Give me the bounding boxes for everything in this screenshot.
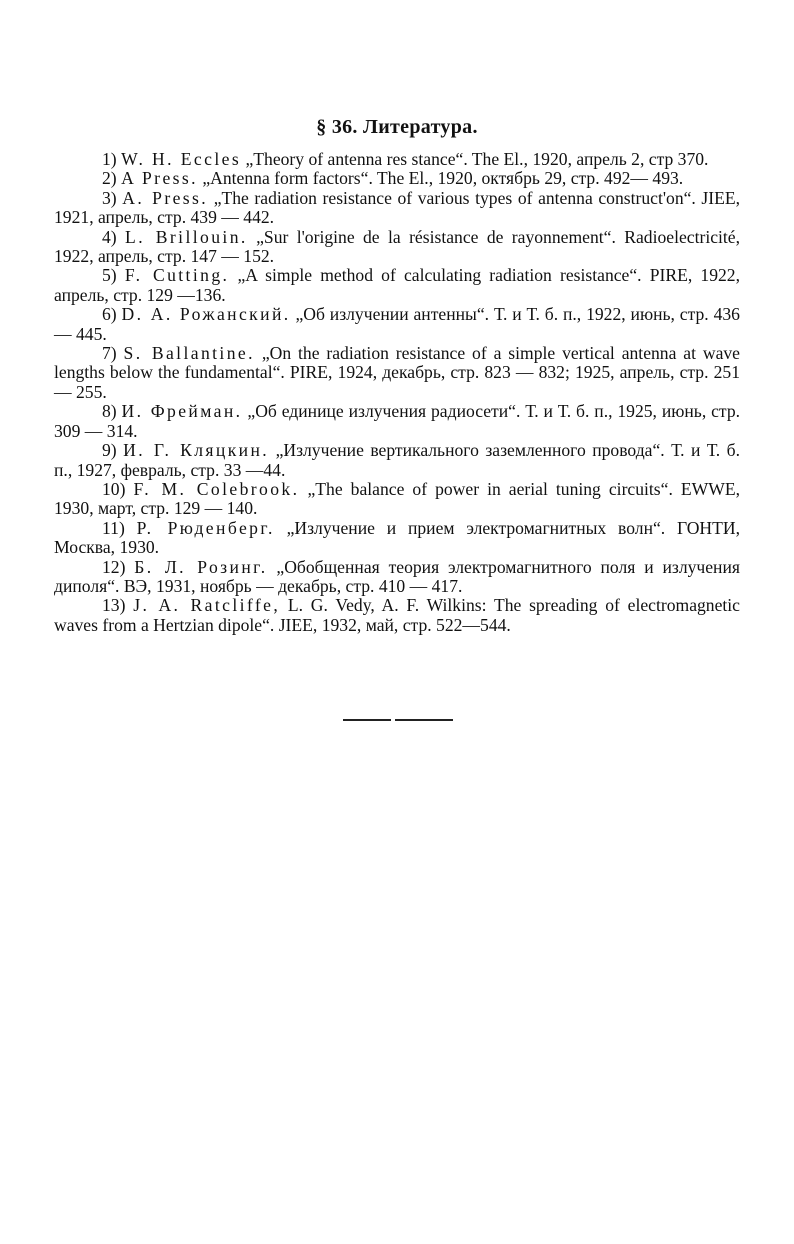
reference-author: И. Г. Кляцкин.: [123, 440, 270, 461]
reference-text: „Theory of antenna res stance“. The El., 1920, апрель 2, стр 370.: [245, 149, 709, 169]
reference-author: J. A. Ratcliffe,: [133, 595, 281, 616]
end-rule-left: [343, 719, 391, 721]
reference-author: A Press.: [121, 168, 198, 189]
reference-item: [54, 169, 740, 188]
reference-text: „The balance of power in aerial tuning circuits“. EWWE, 1930, март, стр. 129 — 140.: [54, 478, 740, 519]
reference-number: 8): [102, 401, 117, 422]
reference-item: [54, 150, 740, 169]
reference-number: 9): [102, 440, 117, 461]
reference-author: S. Ballantine.: [123, 343, 255, 364]
reference-author: И. Фрейман.: [121, 401, 243, 422]
reference-author: L. Brillouin.: [125, 226, 248, 247]
reference-text: „Об единице излучения радиосети“. Т. и Т. б. п., 1925, июнь, стр. 309 — 314.: [54, 401, 741, 441]
reference-author: Б. Л. Розинг.: [134, 556, 268, 577]
reference-text: „Излучение вертикального заземленного провода“. Т. и Т. б. п., 1927, февраль, стр. 33 —44.: [54, 440, 740, 480]
reference-author: F. M. Colebrook.: [133, 478, 300, 499]
reference-item: [54, 558, 740, 597]
reference-text: „Излучение и прием электромагнитных волн“. ГОНТИ, Москва, 1930.: [54, 517, 740, 558]
reference-item: [54, 596, 740, 635]
reference-number: 5): [102, 265, 117, 286]
reference-item: [54, 519, 740, 558]
reference-text: „The radiation resistance of various types of antenna construct'on“. JIEE, 1921, апрель, стр. 439 — 442.: [54, 187, 740, 228]
reference-item: [54, 344, 740, 402]
reference-item: [54, 189, 740, 228]
reference-item: [54, 228, 740, 267]
reference-text: „Обобщенная теория электромагнитного поля и излучения диполя“. ВЭ, 1931, ноябрь — декабрь, стр. 410 — 417.: [54, 556, 740, 596]
reference-number: 6): [102, 304, 117, 325]
reference-item: [54, 402, 740, 441]
reference-author: F. Cutting.: [124, 265, 230, 286]
reference-number: 7): [102, 343, 117, 364]
reference-item: [54, 305, 740, 344]
end-rule-right: [395, 719, 453, 721]
section-heading: § 36. Литература.: [316, 116, 478, 138]
reference-number: 2): [102, 168, 117, 189]
reference-item: [54, 441, 740, 480]
reference-text: „On the radiation resistance of a simple vertical antenna at wave lengths below the fundamental“. PIRE, 1924, декабрь, стр. 823 — 832; 1925, апрель, стр. 251 — 255.: [54, 343, 740, 402]
reference-author: A. Press.: [122, 187, 209, 208]
reference-number: 13): [102, 595, 126, 616]
reference-text: L. G. Vedy, A. F. Wilkins: The spreading of electromagnetic waves from a Hertzian dipole“. JIEE, 1932, май, стр. 522—544.: [54, 595, 740, 635]
reference-number: 1): [102, 149, 117, 169]
reference-number: 4): [102, 226, 117, 247]
reference-list: [54, 150, 740, 635]
reference-author: D. А. Рожанский.: [121, 304, 291, 325]
reference-number: 3): [102, 187, 117, 208]
reference-author: W. H. Eccles: [121, 149, 242, 169]
reference-text: „Antenna form factors“. The El., 1920, октябрь 29, стр. 492— 493.: [202, 168, 684, 189]
reference-item: [54, 266, 740, 305]
reference-number: 10): [102, 478, 126, 499]
reference-item: [54, 480, 740, 519]
reference-number: 12): [102, 556, 126, 577]
reference-text: „Sur l'origine de la résistance de rayonnement“. Radioelectricité, 1922, апрель, стр. 147 — 152.: [54, 226, 740, 267]
reference-text: „Об излучении антенны“. Т. и Т. б. п., 1922, июнь, стр. 436 — 445.: [54, 304, 740, 344]
reference-author: Р. Рюденберг.: [136, 517, 275, 538]
reference-text: „A simple method of calculating radiation resistance“. PIRE, 1922, апрель, стр. 129 —136.: [54, 265, 740, 305]
reference-number: 11): [102, 517, 125, 538]
